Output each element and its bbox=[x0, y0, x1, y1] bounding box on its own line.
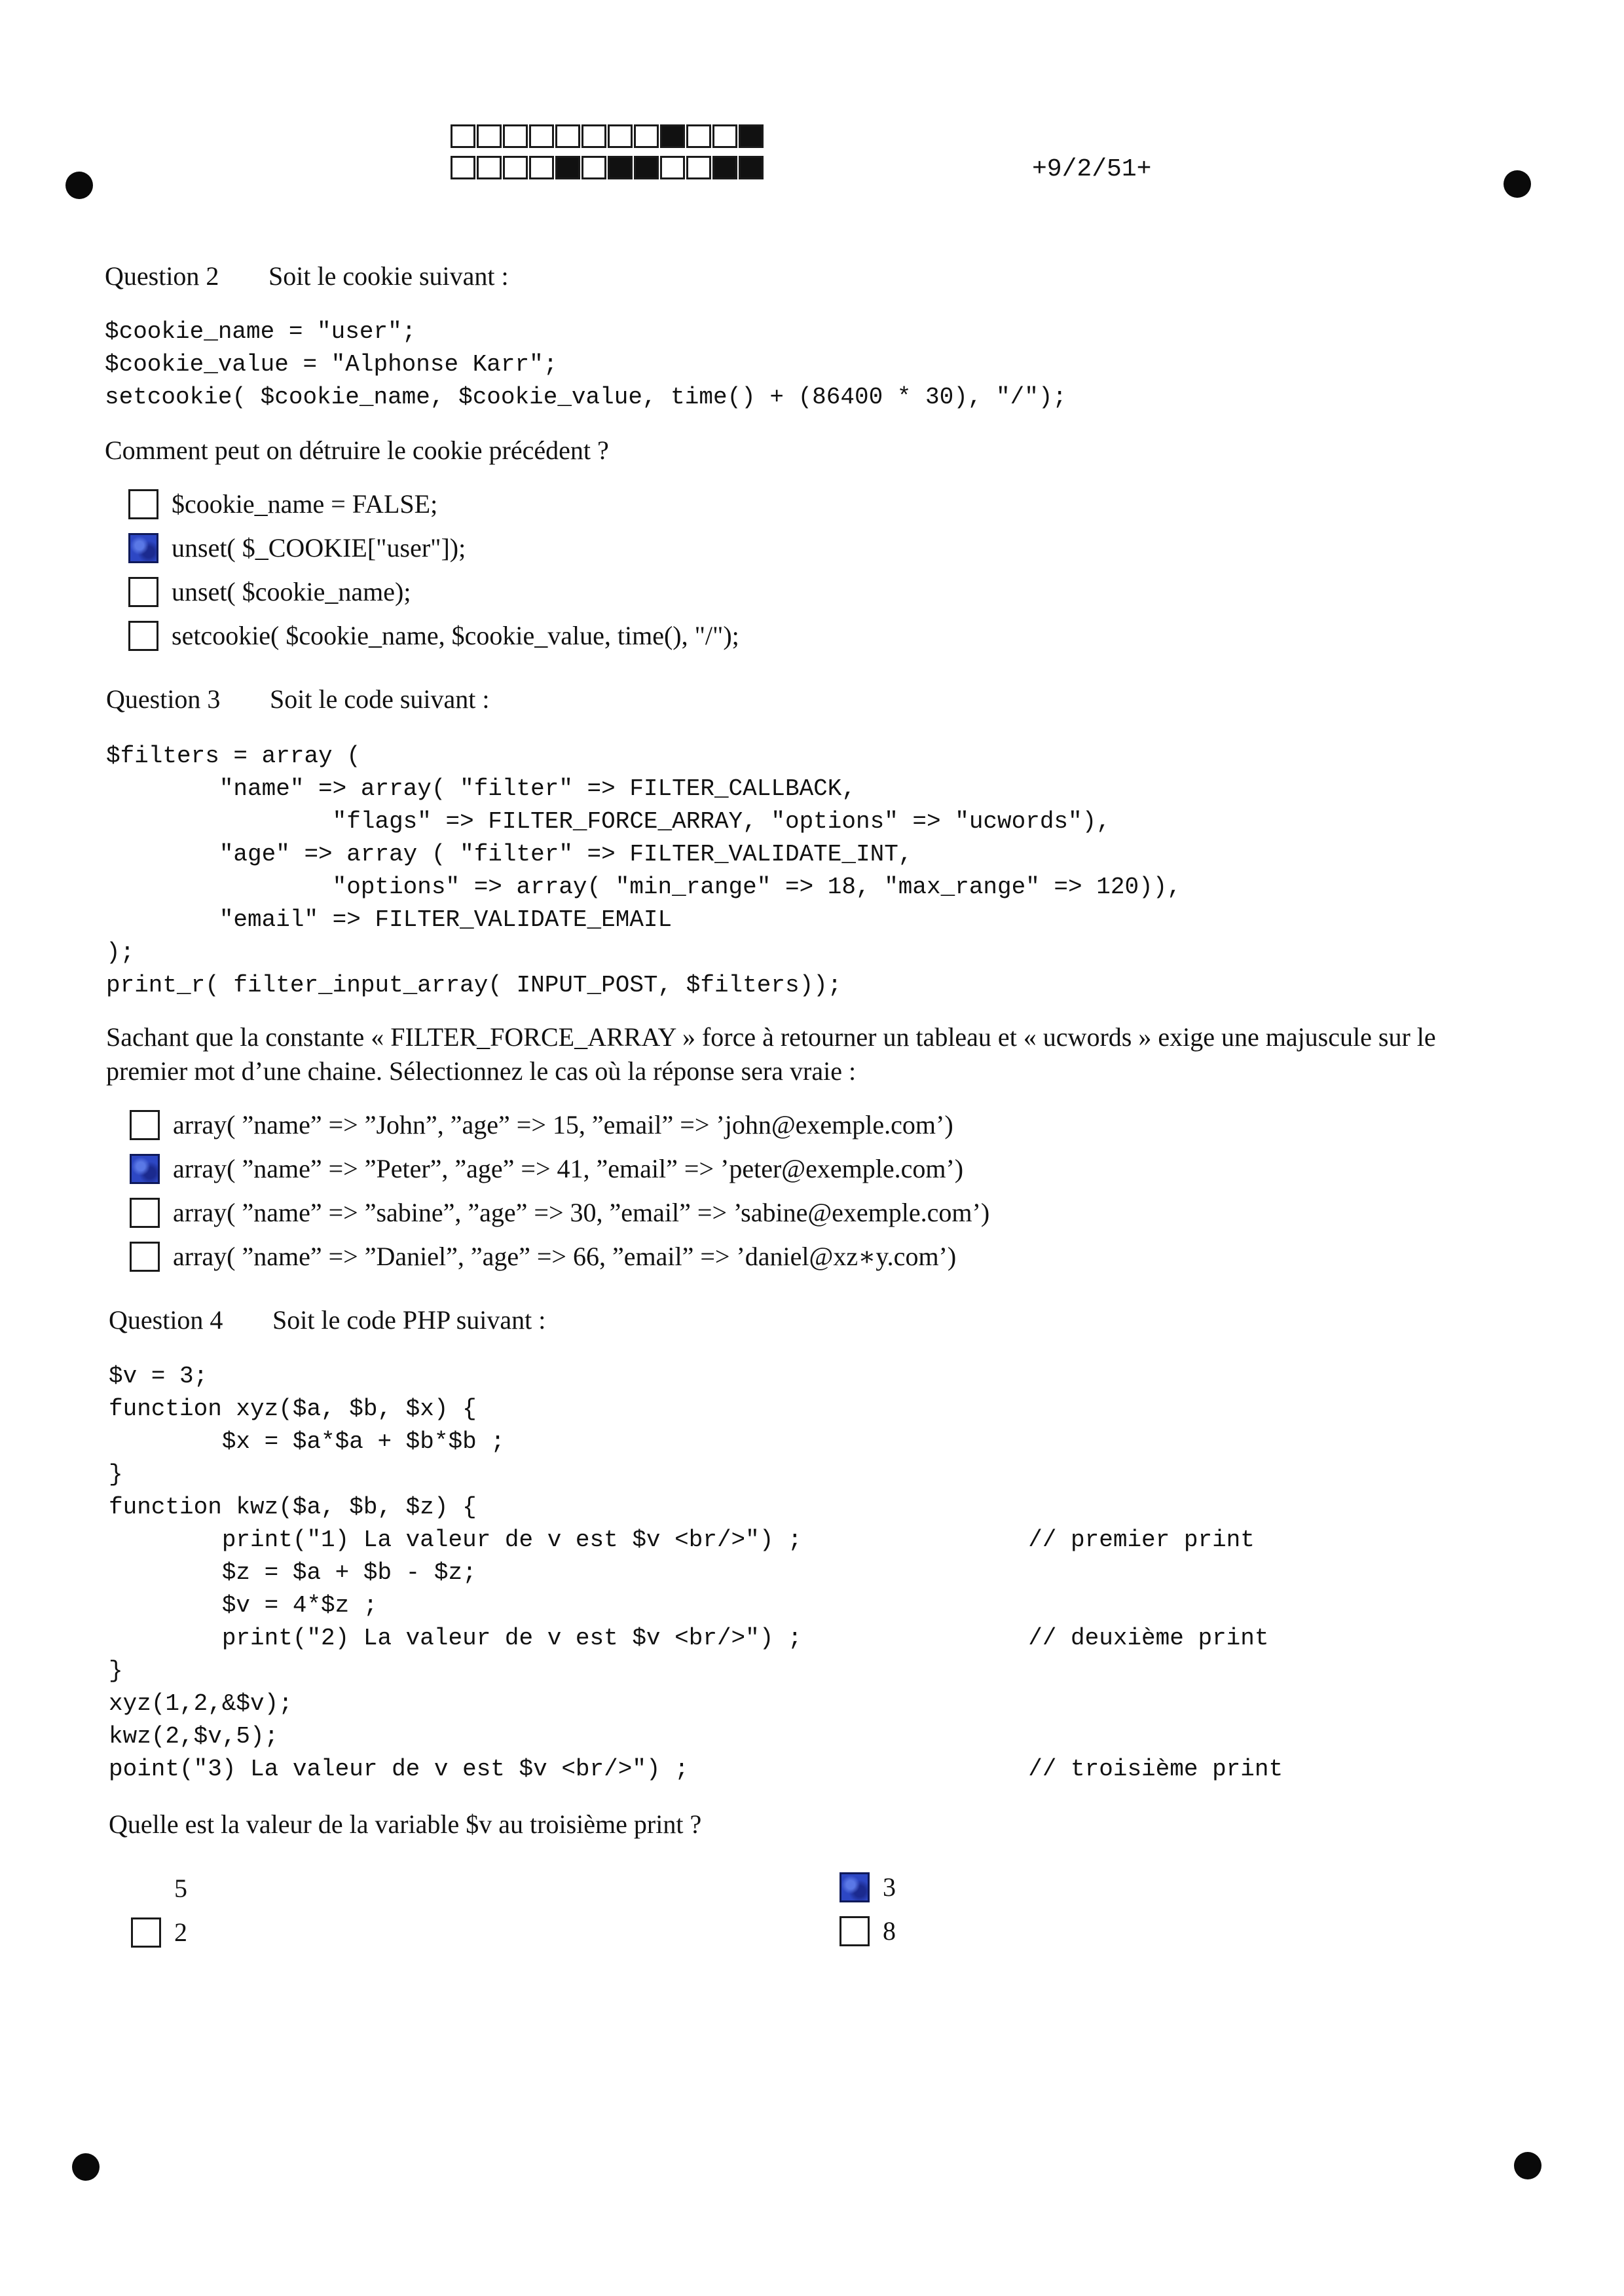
barcode-bottom-row bbox=[451, 156, 765, 179]
question-2-option-3[interactable] bbox=[128, 576, 411, 608]
option-label: array( ”name” => ”Daniel”, ”age” => 66, ”email” => ’daniel@xz∗y.com’) bbox=[173, 1242, 957, 1271]
question-2-option-2[interactable] bbox=[128, 532, 466, 564]
option-label: unset( $cookie_name); bbox=[172, 577, 411, 606]
question-2-header bbox=[105, 261, 509, 292]
question-4-header bbox=[109, 1305, 545, 1336]
question-2-number: Question 2 bbox=[105, 261, 219, 291]
checkbox-missing[interactable] bbox=[131, 1874, 161, 1904]
question-4-prompt: Quelle est la valeur de la variable $v au troisième print ? bbox=[109, 1809, 702, 1839]
barcode-cell bbox=[608, 124, 633, 148]
question-4-code: $v = 3; function xyz($a, $b, $x) { $x = $a*$a + $b*$b ; } function kwz($a, $b, $z) { print("1) La valeur de v est $v <br/>") ; // premier print $z = $a + $b - $z; $v = 4*$z ; print("2) La valeur de v est $v <br/>") ; // deuxième print } xyz(1,2,&$v); kwz(2,$v,5); point("3) La valeur de v est $v <br/>") ; // troisième print bbox=[109, 1363, 1283, 1783]
barcode-cell bbox=[477, 156, 502, 179]
barcode-cell bbox=[712, 124, 737, 148]
question-3-number: Question 3 bbox=[106, 684, 221, 714]
checkbox-checked[interactable] bbox=[840, 1872, 870, 1902]
barcode-cell bbox=[451, 124, 475, 148]
barcode-cell bbox=[555, 156, 580, 179]
question-2-intro: Soit le cookie suivant : bbox=[268, 261, 509, 291]
option-label: 8 bbox=[883, 1916, 896, 1946]
question-4-option-3[interactable] bbox=[840, 1872, 896, 1903]
barcode-cell bbox=[581, 124, 606, 148]
option-label: array( ”name” => ”John”, ”age” => 15, ”email” => ’john@exemple.com’) bbox=[173, 1110, 953, 1139]
question-4-option-5[interactable] bbox=[131, 1873, 187, 1904]
option-label: setcookie( $cookie_name, $cookie_value, time(), "/"); bbox=[172, 621, 739, 650]
question-2-prompt: Comment peut on détruire le cookie précédent ? bbox=[105, 435, 609, 465]
barcode-cell bbox=[581, 156, 606, 179]
question-2-option-4[interactable] bbox=[128, 620, 739, 652]
checkbox[interactable] bbox=[840, 1916, 870, 1946]
barcode-cell bbox=[477, 124, 502, 148]
option-label: array( ”name” => ”sabine”, ”age” => 30, ”email” => ’sabine@exemple.com’) bbox=[173, 1198, 990, 1227]
barcode-cell bbox=[503, 124, 528, 148]
checkbox[interactable] bbox=[128, 621, 158, 651]
barcode-cell bbox=[634, 124, 659, 148]
option-label: array( ”name” => ”Peter”, ”age” => 41, ”email” => ’peter@exemple.com’) bbox=[173, 1154, 964, 1183]
checkbox-checked[interactable] bbox=[130, 1154, 160, 1184]
question-3-header bbox=[106, 684, 490, 715]
barcode-cell bbox=[451, 156, 475, 179]
question-3-option-4[interactable] bbox=[130, 1241, 956, 1272]
checkbox[interactable] bbox=[130, 1242, 160, 1272]
barcode-cell bbox=[686, 124, 711, 148]
question-2-code: $cookie_name = "user"; $cookie_value = "Alphonse Karr"; setcookie( $cookie_name, $cookie_value, time() + (86400 * 30), "/"); bbox=[105, 318, 1067, 411]
barcode-cell bbox=[634, 156, 659, 179]
registration-mark-bottom-right bbox=[1514, 2152, 1541, 2179]
barcode-cell bbox=[739, 124, 764, 148]
barcode-cell bbox=[660, 124, 685, 148]
checkbox[interactable] bbox=[131, 1917, 161, 1948]
option-label: 5 bbox=[174, 1874, 187, 1903]
registration-mark-top-left bbox=[65, 172, 93, 199]
checkbox[interactable] bbox=[130, 1198, 160, 1228]
question-3-option-3[interactable] bbox=[130, 1197, 989, 1229]
question-4-intro: Soit le code PHP suivant : bbox=[272, 1305, 546, 1335]
registration-mark-bottom-left bbox=[72, 2153, 100, 2181]
question-4-number: Question 4 bbox=[109, 1305, 223, 1335]
barcode-cell bbox=[660, 156, 685, 179]
barcode-cell bbox=[712, 156, 737, 179]
option-label: 2 bbox=[174, 1917, 187, 1947]
checkbox[interactable] bbox=[128, 489, 158, 519]
question-4-option-2[interactable] bbox=[131, 1917, 187, 1948]
barcode-cell bbox=[529, 156, 554, 179]
checkbox[interactable] bbox=[128, 577, 158, 607]
question-3-intro: Soit le code suivant : bbox=[270, 684, 490, 714]
barcode-top-row bbox=[451, 124, 765, 148]
page-id: +9/2/51+ bbox=[1032, 155, 1152, 183]
question-3-option-2[interactable] bbox=[130, 1153, 963, 1185]
option-label: unset( $_COOKIE["user"]); bbox=[172, 533, 466, 563]
barcode-cell bbox=[529, 124, 554, 148]
barcode-cell bbox=[686, 156, 711, 179]
question-3-code: $filters = array ( "name" => array( "filter" => FILTER_CALLBACK, "flags" => FILTER_FORCE_ARRAY, "options" => "ucwords"), "age" => array ( "filter" => FILTER_VALIDATE_INT, "options" => array( "min_range" => 18, "max_range" => 120)), "email" => FILTER_VALIDATE_EMAIL ); print_r( filter_input_array( INPUT_POST, $filters)); bbox=[106, 743, 1181, 999]
question-3-option-1[interactable] bbox=[130, 1109, 953, 1141]
barcode-cell bbox=[503, 156, 528, 179]
option-label: 3 bbox=[883, 1872, 896, 1902]
barcode-cell bbox=[555, 124, 580, 148]
registration-mark-top-right bbox=[1504, 170, 1531, 198]
question-2-option-1[interactable] bbox=[128, 489, 437, 520]
question-3-prompt: Sachant que la constante « FILTER_FORCE_ARRAY » force à retourner un tableau et « ucwords » exige une majuscule sur le premier mot d’une chaine. Sélectionnez le cas où la réponse sera vraie : bbox=[106, 1022, 1436, 1086]
checkbox-checked[interactable] bbox=[128, 533, 158, 563]
barcode-cell bbox=[608, 156, 633, 179]
barcode-cell bbox=[739, 156, 764, 179]
checkbox[interactable] bbox=[130, 1110, 160, 1140]
option-label: $cookie_name = FALSE; bbox=[172, 489, 438, 519]
question-4-option-8[interactable] bbox=[840, 1916, 896, 1947]
